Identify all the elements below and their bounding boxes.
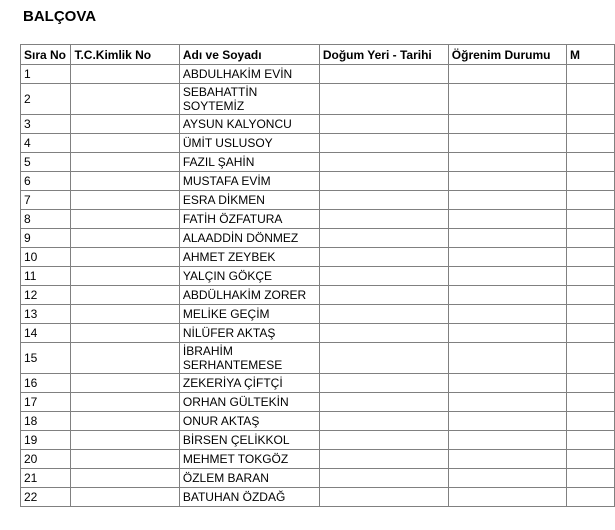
table-row <box>21 393 615 412</box>
birthplace-date-cell <box>319 229 448 248</box>
table-row <box>21 267 615 286</box>
education-cell <box>448 286 566 305</box>
full-name-cell: ABDÜLHAKİM ZORER <box>179 286 319 305</box>
table-row <box>21 115 615 134</box>
row-number-cell: 13 <box>21 305 71 324</box>
full-name-cell: NİLÜFER AKTAŞ <box>179 324 319 343</box>
tc-kimlik-no-cell <box>71 343 179 374</box>
education-cell <box>448 172 566 191</box>
full-name-cell: ZEKERİYA ÇİFTÇİ <box>179 374 319 393</box>
tc-kimlik-no-cell <box>71 469 179 488</box>
education-cell <box>448 248 566 267</box>
truncated-cell <box>566 469 614 488</box>
tc-kimlik-no-cell <box>71 450 179 469</box>
candidate-table <box>20 44 615 507</box>
table-row <box>21 248 615 267</box>
table-row <box>21 469 615 488</box>
education-cell <box>448 374 566 393</box>
full-name-cell: İBRAHİM SERHANTEMESE <box>179 343 319 374</box>
tc-kimlik-no-cell <box>71 191 179 210</box>
tc-kimlik-no-cell <box>71 172 179 191</box>
tc-kimlik-no-cell <box>71 286 179 305</box>
education-cell <box>448 134 566 153</box>
full-name-cell: ALAADDİN DÖNMEZ <box>179 229 319 248</box>
row-number-cell: 1 <box>21 65 71 84</box>
tc-kimlik-no-cell <box>71 153 179 172</box>
birthplace-date-cell <box>319 191 448 210</box>
birthplace-date-cell <box>319 374 448 393</box>
truncated-cell <box>566 229 614 248</box>
full-name-cell: ONUR AKTAŞ <box>179 412 319 431</box>
row-number-cell: 12 <box>21 286 71 305</box>
truncated-cell <box>566 248 614 267</box>
education-cell <box>448 191 566 210</box>
tc-kimlik-no-cell <box>71 412 179 431</box>
row-number-cell: 19 <box>21 431 71 450</box>
row-number-cell: 21 <box>21 469 71 488</box>
column-header-ogrenim-durumu: Öğrenim Durumu <box>448 45 566 65</box>
column-header-sira-no: Sıra No <box>21 45 71 65</box>
full-name-cell: MEHMET TOKGÖZ <box>179 450 319 469</box>
row-number-cell: 8 <box>21 210 71 229</box>
row-number-cell: 17 <box>21 393 71 412</box>
table-row <box>21 210 615 229</box>
table-row <box>21 431 615 450</box>
table-row <box>21 343 615 374</box>
truncated-cell <box>566 450 614 469</box>
education-cell <box>448 115 566 134</box>
table-row <box>21 286 615 305</box>
truncated-cell <box>566 431 614 450</box>
birthplace-date-cell <box>319 431 448 450</box>
birthplace-date-cell <box>319 450 448 469</box>
column-header-dogum-yeri-tarihi: Doğum Yeri - Tarihi <box>319 45 448 65</box>
table-row <box>21 191 615 210</box>
education-cell <box>448 393 566 412</box>
full-name-cell: AYSUN KALYONCU <box>179 115 319 134</box>
table-row <box>21 84 615 115</box>
table-row <box>21 305 615 324</box>
birthplace-date-cell <box>319 412 448 431</box>
education-cell <box>448 84 566 115</box>
truncated-cell <box>566 267 614 286</box>
row-number-cell: 6 <box>21 172 71 191</box>
truncated-cell <box>566 412 614 431</box>
full-name-cell: AHMET ZEYBEK <box>179 248 319 267</box>
tc-kimlik-no-cell <box>71 134 179 153</box>
table-row <box>21 488 615 507</box>
table-row <box>21 324 615 343</box>
truncated-cell <box>566 153 614 172</box>
tc-kimlik-no-cell <box>71 210 179 229</box>
birthplace-date-cell <box>319 343 448 374</box>
table-row <box>21 412 615 431</box>
education-cell <box>448 450 566 469</box>
birthplace-date-cell <box>319 134 448 153</box>
birthplace-date-cell <box>319 115 448 134</box>
tc-kimlik-no-cell <box>71 65 179 84</box>
page-title: BALÇOVA <box>23 8 97 25</box>
truncated-cell <box>566 393 614 412</box>
full-name-cell: ÜMİT USLUSOY <box>179 134 319 153</box>
table-row <box>21 134 615 153</box>
full-name-cell: BATUHAN ÖZDAĞ <box>179 488 319 507</box>
birthplace-date-cell <box>319 65 448 84</box>
birthplace-date-cell <box>319 153 448 172</box>
birthplace-date-cell <box>319 324 448 343</box>
truncated-cell <box>566 172 614 191</box>
full-name-cell: MUSTAFA EVİM <box>179 172 319 191</box>
full-name-cell: ORHAN GÜLTEKİN <box>179 393 319 412</box>
row-number-cell: 16 <box>21 374 71 393</box>
education-cell <box>448 229 566 248</box>
row-number-cell: 11 <box>21 267 71 286</box>
table-row <box>21 172 615 191</box>
tc-kimlik-no-cell <box>71 229 179 248</box>
education-cell <box>448 324 566 343</box>
row-number-cell: 15 <box>21 343 71 374</box>
row-number-cell: 4 <box>21 134 71 153</box>
row-number-cell: 20 <box>21 450 71 469</box>
truncated-cell <box>566 324 614 343</box>
birthplace-date-cell <box>319 210 448 229</box>
education-cell <box>448 412 566 431</box>
row-number-cell: 2 <box>21 84 71 115</box>
truncated-cell <box>566 374 614 393</box>
full-name-cell: FAZIL ŞAHİN <box>179 153 319 172</box>
truncated-cell <box>566 305 614 324</box>
birthplace-date-cell <box>319 172 448 191</box>
row-number-cell: 10 <box>21 248 71 267</box>
truncated-cell <box>566 343 614 374</box>
birthplace-date-cell <box>319 305 448 324</box>
education-cell <box>448 343 566 374</box>
row-number-cell: 14 <box>21 324 71 343</box>
birthplace-date-cell <box>319 393 448 412</box>
full-name-cell: ABDULHAKİM EVİN <box>179 65 319 84</box>
column-header-truncated: M <box>566 45 614 65</box>
full-name-cell: SEBAHATTİN SOYTEMİZ <box>179 84 319 115</box>
row-number-cell: 3 <box>21 115 71 134</box>
education-cell <box>448 153 566 172</box>
full-name-cell: MELİKE GEÇİM <box>179 305 319 324</box>
education-cell <box>448 210 566 229</box>
table-row <box>21 153 615 172</box>
table-row <box>21 65 615 84</box>
birthplace-date-cell <box>319 488 448 507</box>
truncated-cell <box>566 191 614 210</box>
row-number-cell: 5 <box>21 153 71 172</box>
tc-kimlik-no-cell <box>71 84 179 115</box>
row-number-cell: 22 <box>21 488 71 507</box>
truncated-cell <box>566 210 614 229</box>
table-row <box>21 229 615 248</box>
full-name-cell: FATİH ÖZFATURA <box>179 210 319 229</box>
row-number-cell: 9 <box>21 229 71 248</box>
truncated-cell <box>566 134 614 153</box>
full-name-cell: YALÇIN GÖKÇE <box>179 267 319 286</box>
birthplace-date-cell <box>319 84 448 115</box>
table-row <box>21 374 615 393</box>
full-name-cell: ÖZLEM BARAN <box>179 469 319 488</box>
column-header-tc-kimlik-no: T.C.Kimlik No <box>71 45 179 65</box>
tc-kimlik-no-cell <box>71 305 179 324</box>
birthplace-date-cell <box>319 286 448 305</box>
birthplace-date-cell <box>319 248 448 267</box>
row-number-cell: 18 <box>21 412 71 431</box>
education-cell <box>448 431 566 450</box>
tc-kimlik-no-cell <box>71 488 179 507</box>
table-row <box>21 450 615 469</box>
tc-kimlik-no-cell <box>71 431 179 450</box>
truncated-cell <box>566 84 614 115</box>
birthplace-date-cell <box>319 469 448 488</box>
tc-kimlik-no-cell <box>71 267 179 286</box>
birthplace-date-cell <box>319 267 448 286</box>
table-header-row <box>21 45 615 65</box>
education-cell <box>448 469 566 488</box>
truncated-cell <box>566 115 614 134</box>
truncated-cell <box>566 488 614 507</box>
row-number-cell: 7 <box>21 191 71 210</box>
tc-kimlik-no-cell <box>71 248 179 267</box>
column-header-adi-soyadi: Adı ve Soyadı <box>179 45 319 65</box>
tc-kimlik-no-cell <box>71 374 179 393</box>
truncated-cell <box>566 286 614 305</box>
tc-kimlik-no-cell <box>71 324 179 343</box>
tc-kimlik-no-cell <box>71 115 179 134</box>
education-cell <box>448 267 566 286</box>
full-name-cell: BİRSEN ÇELİKKOL <box>179 431 319 450</box>
education-cell <box>448 488 566 507</box>
education-cell <box>448 305 566 324</box>
truncated-cell <box>566 65 614 84</box>
full-name-cell: ESRA DİKMEN <box>179 191 319 210</box>
tc-kimlik-no-cell <box>71 393 179 412</box>
education-cell <box>448 65 566 84</box>
